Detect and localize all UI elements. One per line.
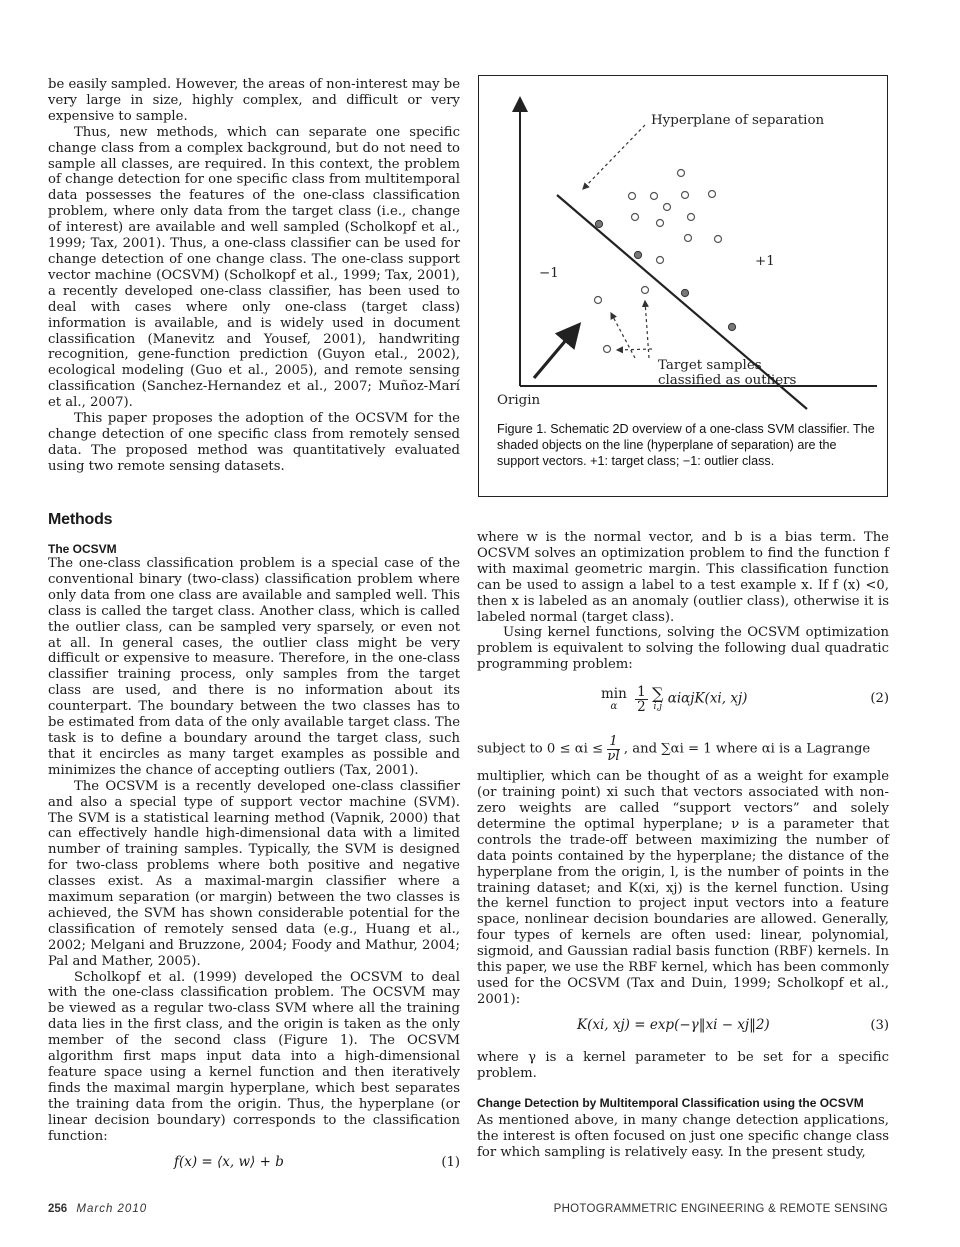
left-column-top	[48, 77, 460, 475]
constraint-frac-top: 1	[609, 734, 618, 750]
plus-one-label: +1	[755, 254, 775, 269]
equation-3-body: K(xi, xj) = exp(−γ‖xi − xj‖2)	[577, 1016, 770, 1033]
w-label: w	[561, 329, 573, 345]
equation-3	[477, 1008, 889, 1050]
support-vector	[634, 251, 641, 258]
footer-left	[48, 1203, 147, 1215]
paragraph: be easily sampled. However, the areas of non-interest may be very large in size, highly complex, and difficult or very expensive to sample.	[48, 77, 460, 124]
left-column-bottom	[48, 556, 460, 1187]
equation-2	[477, 673, 889, 735]
eq2-body: αiαjK(xi, xj)	[667, 690, 748, 707]
paragraph: The one-class classification problem is a special case of the conventional binary (two-class) classification problem where only data from one class are available and sampled well. This class is called the target class. Another class, which is called the outlier class, can be sampled very sparsely, or even not at all. In general cases, the outlier class might be very difficult or expensive to measure. Therefore, in the one-class classifier training process, only samples from the target class are used, and there is no information about its counterpart. The boundary between the two classes has to be estimated from data of the only available target class. The task is to define a boundary around the target class, such that it encircles as many target examples as possible and minimizes the chance of accepting outliers (Tax, 2001).	[48, 556, 460, 778]
support-vector	[681, 289, 688, 296]
hyperplane-pointer	[583, 125, 645, 189]
equation-1-number: (1)	[441, 1154, 460, 1170]
paragraph: where γ is a kernel parameter to be set for a specific problem.	[477, 1049, 889, 1081]
support-vector	[595, 220, 602, 227]
page-number: 256	[48, 1203, 68, 1215]
support-vector	[728, 323, 735, 330]
eq2-frac-top: 1	[637, 684, 646, 701]
constraint-frac-bottom: νl	[607, 749, 620, 765]
minus-one-label: −1	[539, 266, 559, 281]
constraint-part-a: subject to 0 ≤ αi ≤	[477, 741, 604, 757]
ocsvm-subheading: The OCSVM	[48, 542, 117, 556]
issue-date: March 2010	[76, 1203, 148, 1215]
equation-1-body: f(x) = ⟨x, w⟩ + b	[174, 1153, 284, 1170]
equation-1	[48, 1145, 460, 1187]
eq2-min-sub: α	[610, 700, 618, 712]
outlier-pointer	[617, 349, 652, 350]
right-column-bottom	[477, 530, 889, 1161]
figure-1	[478, 75, 888, 497]
paragraph: multiplier, which can be thought of as a weight for example (or training point) xi such that vectors associated with non-zero weights are called “support vectors” and solely determine the optimal hyperplane; ν is a parameter that controls the trade-off between maximizing the number of data points contained by the hyperplane; the distance of the hyperplane from the origin, l, is the number of points in the training dataset; and K(xi, xj) is the kernel function. Using the kernel function to project input vectors into a feature space, nonlinear decision boundaries are allowed. Generally, four types of kernels are often used: linear, polynomial, sigmoid, and Gaussian radial basis function (RBF) kernels. In this paper, we use the RBF kernel, which has been commonly used for the OCSVM (Tax and Duin, 1999; Scholkopf et al., 2001):	[477, 769, 889, 1007]
paragraph: This paper proposes the adoption of the OCSVM for the change detection of one specific class from remotely sensed data. The proposed method was quantitatively evaluated using two remote sensing datasets.	[48, 411, 460, 474]
paragraph: As mentioned above, in many change detection applications, the interest is often focused on just one specific change class for which sampling is relatively easy. In the present study,	[477, 1113, 889, 1161]
origin-label: Origin	[497, 393, 541, 408]
paragraph: The OCSVM is a recently developed one-class classifier and also a special type of support vector machine (SVM). The SVM is a statistical learning method (Vapnik, 2000) that can effectively handle high-dimensional data with a limited number of training samples. Typically, the SVM is designed for two-class problems where both positive and negative classes exist. As a maximal-margin classifier where a maximum separation (or margin) between the two classes is achieved, the SVM has shown considerable potential for the classification of remotely sensed data (e.g., Huang et al., 2002; Melgani and Bruzzone, 2004; Foody and Mathur, 2004; Pal and Mather, 2005).	[48, 778, 460, 969]
equation-2-number: (2)	[870, 691, 889, 707]
hyperplane-label: Hyperplane of separation	[651, 113, 825, 128]
journal-name: PHOTOGRAMMETRIC ENGINEERING & REMOTE SENSING	[553, 1203, 888, 1215]
target-label-line2: classified as outliers	[658, 373, 797, 388]
outlier-points	[595, 287, 649, 353]
outlier-pointer	[611, 313, 635, 358]
target-class-points	[629, 170, 722, 264]
eq2-frac-bottom: 2	[637, 699, 646, 716]
paragraph: Using kernel functions, solving the OCSVM optimization problem is equivalent to solving the following dual quadratic programming problem:	[477, 625, 889, 673]
equation-3-number: (3)	[870, 1017, 889, 1033]
eq2-min: min	[601, 685, 627, 702]
change-detection-subheading: Change Detection by Multitemporal Classification using the OCSVM	[477, 1095, 864, 1110]
paragraph: Scholkopf et al. (1999) developed the OCSVM to deal with the one-class classification problem. The OCSVM may be viewed as a regular two-class SVM where all the training data lies in the first class, and the origin is taken as the only member of the second class (Figure 1). The OCSVM algorithm first maps input data into a high-dimensional feature space using a kernel function and then iteratively finds the maximal margin hyperplane, which best separates the training data from the origin. Thus, the hyperplane (or linear decision boundary) corresponds to the classification function:	[48, 969, 460, 1144]
paragraph: where w is the normal vector, and b is a bias term. The OCSVM solves an optimization problem to find the function f with maximal geometric margin. This classification function can be used to assign a label to a test example x. If f (x) <0, then x is labeled as an anomaly (outlier class), otherwise it is labeled normal (target class).	[477, 530, 889, 625]
methods-heading: Methods	[48, 511, 113, 528]
constraint-line	[477, 735, 889, 769]
eq2-sum-sub: i,j	[653, 702, 662, 713]
constraint-part-b: , and ∑αi = 1 where αi is a Lagrange	[623, 741, 871, 757]
target-label-line1: Target samples	[658, 358, 762, 373]
eq2-sum: ∑	[652, 684, 664, 704]
figure-caption: Figure 1. Schematic 2D overview of a one-class SVM classifier. The shaded objects on the line (hyperplane of separation) are the support vectors. +1: target class; −1: outlier class.	[497, 422, 875, 468]
paragraph: Thus, new methods, which can separate one specific change class from a complex background, but do not need to sample all classes, are required. In this context, the problem of change detection for one specific class from multitemporal data possesses the features of the one-class classification problem, where only data from the target class (i.e., change of interest) are available and well sampled (Scholkopf et al., 1999; Tax, 2001). Thus, a one-class classifier can be used for change detection of one change class. The one-class support vector machine (OCSVM) (Scholkopf et al., 1999; Tax, 2001), a recently developed one-class classifier, has been used to deal with cases where only one-class (target class) information is available, and is widely used in document classification (Manevitz and Yousef, 2001), handwriting recognition, gene-function prediction (Guyon etal., 2002), ecological modeling (Guo et al., 2005), and remote sensing classification (Sanchez-Hernandez et al., 2007; Muñoz-Marí et al., 2007).	[48, 124, 460, 411]
